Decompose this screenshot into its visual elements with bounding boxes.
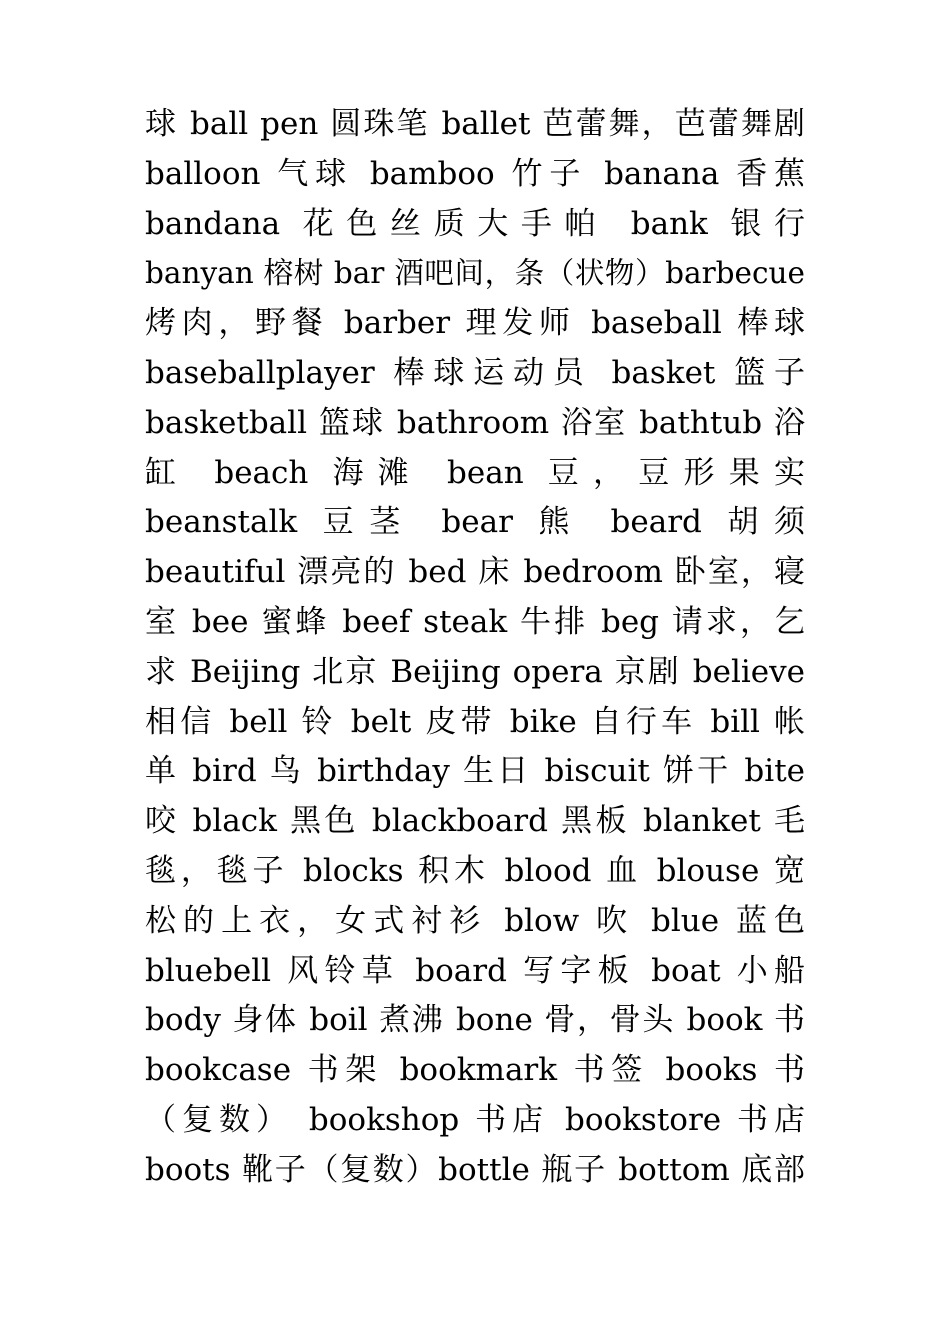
text-line: banyan 榕树 bar 酒吧间，条（状物）barbecue xyxy=(145,256,805,291)
text-line: bookcase 书架 bookmark 书签 books 书 xyxy=(145,1052,805,1089)
text-line: 咬 black 黑色 blackboard 黑板 blanket 毛 xyxy=(145,803,805,840)
text-line: baseballplayer 棒球运动员 basket 篮子 xyxy=(145,354,805,391)
text-line: 室 bee 蜜蜂 beef steak 牛排 beg 请求，乞 xyxy=(145,603,805,640)
text-line: basketball 篮球 bathroom 浴室 bathtub 浴 xyxy=(145,404,805,441)
text-line: boots 靴子（复数）bottle 瓶子 bottom 底部 xyxy=(145,1151,805,1188)
text-line: （复数） bookshop 书店 bookstore 书店 xyxy=(145,1101,805,1138)
text-line: bandana 花色丝质大手帕 bank 银行 xyxy=(145,205,805,242)
text-line: 单 bird 鸟 birthday 生日 biscuit 饼干 bite xyxy=(145,753,805,790)
text-line: beanstalk 豆茎 bear 熊 beard 胡须 xyxy=(145,504,805,541)
text-line: 松的上衣，女式衬衫 blow 吹 blue 蓝色 xyxy=(145,902,805,939)
text-line: body 身体 boil 煮沸 bone 骨，骨头 book 书 xyxy=(145,1002,805,1039)
text-line: 相信 bell 铃 belt 皮带 bike 自行车 bill 帐 xyxy=(145,703,805,740)
text-line: balloon 气球 bamboo 竹子 banana 香蕉 xyxy=(145,155,805,192)
text-line: bluebell 风铃草 board 写字板 boat 小船 xyxy=(145,952,805,989)
text-line: 求 Beijing 北京 Beijing opera 京剧 believe xyxy=(145,653,805,690)
text-line: 缸 beach 海滩 bean 豆，豆形果实 xyxy=(145,454,805,491)
text-line: beautiful 漂亮的 bed 床 bedroom 卧室，寝 xyxy=(145,554,805,591)
text-line: 毯，毯子 blocks 积木 blood 血 blouse 宽 xyxy=(145,852,805,889)
vocabulary-text xyxy=(145,100,805,1196)
text-line: 球 ball pen 圆珠笔 ballet 芭蕾舞，芭蕾舞剧 xyxy=(145,106,805,142)
text-line: 烤肉，野餐 barber 理发师 baseball 棒球 xyxy=(145,305,805,342)
